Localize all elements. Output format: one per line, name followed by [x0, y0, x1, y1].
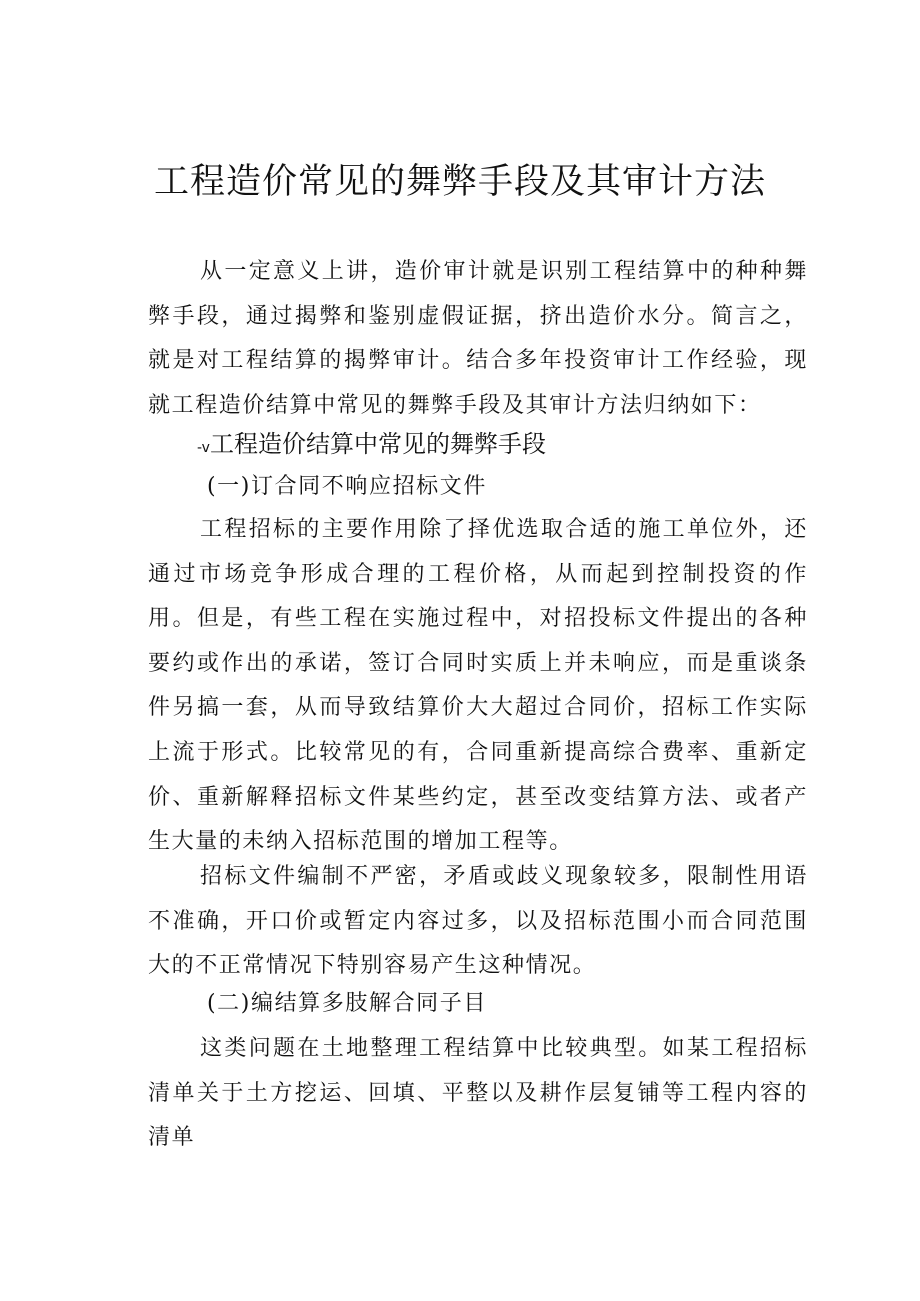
paragraph-tender-response: 工程招标的主要作用除了择优选取合适的施工单位外，还通过市场竞争形成合理的工程价格，从而起到控制投资的作用。但是，有些工程在实施过程中，对招投标文件提出的各种要约或作出的承诺，签订合同时实质上并未响应，而是重谈条件另搞一套，从而导致结算价大大超过合同价，招标工作实际上流于形式。比较常见的有，合同重新提高综合费率、重新定价、重新解释招标文件某些约定，甚至改变结算方法、或者产生大量的未纳入招标范围的增加工程等。	[148, 517, 808, 855]
paragraph-land-consolidation: 这类问题在土地整理工程结算中比较典型。如某工程招标清单关于土方挖运、回填、平整以及耕作层复铺等工程内容的清单	[148, 1036, 808, 1151]
subsection-heading-1: (一)订合同不响应招标文件	[207, 474, 487, 499]
document-title: 工程造价常见的舞弊手段及其审计方法	[153, 162, 766, 202]
section-marker: -v	[197, 440, 210, 456]
section-heading-1	[197, 424, 546, 468]
subsection-heading-2: (二)编结算多肢解合同子目	[207, 991, 487, 1016]
paragraph-tender-docs: 招标文件编制不严密，矛盾或歧义现象较多，限制性用语不准确，开口价或暂定内容过多，以及招标范围小而合同范围大的不正常情况下特别容易产生这种情况。	[148, 864, 808, 979]
intro-paragraph: 从一定意义上讲，造价审计就是识别工程结算中的种种舞弊手段，通过揭弊和鉴别虚假证据，挤出造价水分。简言之，就是对工程结算的揭弊审计。结合多年投资审计工作经验，现就工程造价结算中常见的舞弊手段及其审计方法归纳如下：	[148, 259, 808, 418]
section-heading-text: 工程造价结算中常见的舞弊手段	[209, 430, 546, 458]
